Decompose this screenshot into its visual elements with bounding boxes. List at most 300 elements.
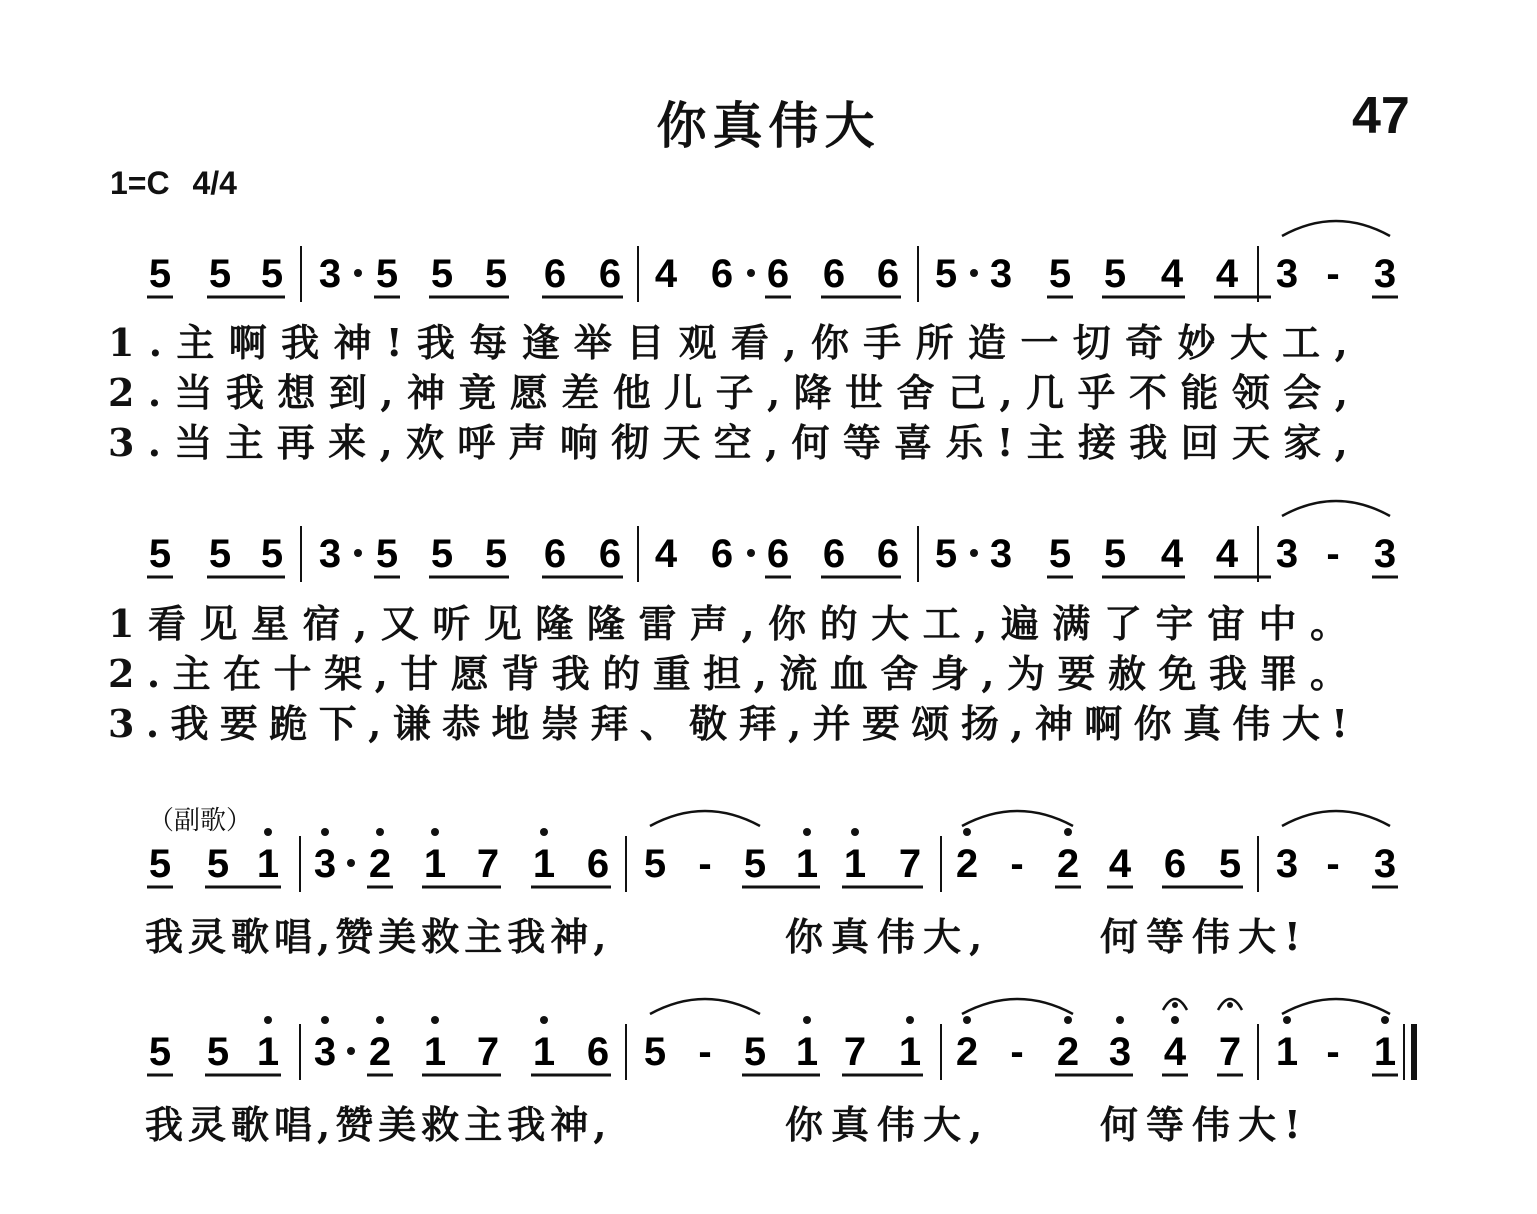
note: 2 bbox=[368, 842, 392, 886]
high-octave-dot bbox=[540, 828, 548, 836]
lyric-glyph: 又 bbox=[380, 601, 419, 646]
lyric-glyph: 造 bbox=[968, 320, 1007, 365]
lyric-glyph: , bbox=[354, 601, 368, 646]
lyric-glyph: 目 bbox=[626, 320, 665, 365]
lyric-glyph: 宇 bbox=[1155, 601, 1194, 646]
note: 3 bbox=[1275, 532, 1299, 576]
lyric-glyph: , bbox=[753, 651, 767, 696]
lyric-glyph: 家 bbox=[1283, 420, 1322, 465]
lyric-glyph: 当 bbox=[174, 420, 213, 465]
lyric-glyph: 扬 bbox=[960, 701, 999, 746]
high-octave-dot bbox=[376, 1016, 384, 1024]
lyric-glyph: , bbox=[1334, 370, 1348, 415]
high-octave-dot bbox=[851, 828, 859, 836]
lyric-glyph: 伟 bbox=[1232, 701, 1271, 746]
lyric-glyph: , bbox=[368, 701, 382, 746]
lyric-glyph: 欢 bbox=[405, 420, 444, 465]
lyric-glyph: 舍 bbox=[880, 651, 919, 696]
note: 3 bbox=[989, 532, 1013, 576]
dot-mark bbox=[970, 549, 978, 557]
high-octave-dot bbox=[963, 828, 971, 836]
note: 6 bbox=[586, 1030, 610, 1074]
note: 6 bbox=[586, 842, 610, 886]
note: 5 bbox=[1048, 252, 1072, 296]
chorus-lyric-2c: 何等伟大! bbox=[1100, 1102, 1309, 1147]
lyric-glyph: 星 bbox=[250, 601, 289, 646]
lyric-glyph: , bbox=[783, 320, 797, 365]
lyric-glyph: 接 bbox=[1078, 420, 1117, 465]
note: 5 bbox=[148, 1030, 172, 1074]
lyric-glyph: 回 bbox=[1180, 420, 1219, 465]
note: 6 bbox=[1163, 842, 1187, 886]
note: 6 bbox=[766, 252, 790, 296]
dash-mark: - bbox=[698, 1030, 712, 1074]
note: 5 bbox=[260, 532, 284, 576]
lyric-glyph: , bbox=[1010, 701, 1024, 746]
note: 7 bbox=[843, 1030, 867, 1074]
lyric-glyph: 一 bbox=[1020, 320, 1059, 365]
lyric-glyph: 雷 bbox=[638, 601, 677, 646]
lyric-glyph: 领 bbox=[1231, 370, 1270, 415]
lyric-glyph: 中 bbox=[1258, 601, 1297, 646]
note: 6 bbox=[710, 532, 734, 576]
lyric-glyph: 了 bbox=[1103, 601, 1142, 646]
note: 5 bbox=[430, 532, 454, 576]
song-title: 你真伟大 bbox=[656, 97, 881, 155]
lyric-glyph: 的 bbox=[602, 651, 641, 696]
high-octave-dot bbox=[264, 828, 272, 836]
note: 1 bbox=[256, 1030, 280, 1074]
lyric-glyph: 我 bbox=[225, 370, 264, 415]
lyric-glyph: 在 bbox=[223, 651, 262, 696]
high-octave-dot bbox=[1064, 828, 1072, 836]
lyric-glyph: , bbox=[999, 370, 1013, 415]
high-octave-dot bbox=[1171, 1016, 1179, 1024]
lyric-glyph: 到 bbox=[328, 370, 367, 415]
lyric-glyph: 遍 bbox=[1000, 601, 1039, 646]
lyric-glyph: 见 bbox=[483, 601, 522, 646]
note: 5 bbox=[1103, 532, 1127, 576]
lyric-glyph: 彻 bbox=[611, 420, 650, 465]
lyric-glyph: 要 bbox=[219, 701, 258, 746]
dash-mark: - bbox=[1326, 532, 1340, 576]
lyric-glyph: , bbox=[1334, 320, 1348, 365]
lyric-glyph: , bbox=[374, 651, 388, 696]
time-signature: 4/4 bbox=[192, 165, 237, 201]
lyric-glyph: 当 bbox=[174, 370, 213, 415]
lyric-glyph: 舍 bbox=[896, 370, 935, 415]
lyric-glyph: 重 bbox=[652, 651, 691, 696]
note: 7 bbox=[476, 842, 500, 886]
chorus-lyric-2b: 你真伟大, bbox=[785, 1102, 991, 1147]
high-octave-dot bbox=[1064, 1016, 1072, 1024]
lyric-glyph: 谦 bbox=[392, 701, 431, 746]
note: 3 bbox=[1373, 842, 1397, 886]
lyric-glyph: 切 bbox=[1072, 320, 1111, 365]
dot-mark bbox=[354, 269, 362, 277]
lyric-glyph: 跪 bbox=[269, 701, 308, 746]
note: 1 bbox=[1275, 1030, 1299, 1074]
dot-mark bbox=[354, 549, 362, 557]
lyric-glyph: 呼 bbox=[457, 420, 496, 465]
lyric-glyph: 天 bbox=[1231, 420, 1270, 465]
note: 5 bbox=[484, 252, 508, 296]
lyric-glyph: , bbox=[787, 701, 802, 746]
note: 1 bbox=[256, 842, 280, 886]
lyric-glyph: 我 bbox=[1208, 651, 1247, 696]
lyric-glyph: 神 bbox=[1034, 701, 1073, 746]
note: 3 bbox=[1373, 252, 1397, 296]
note: 5 bbox=[643, 842, 667, 886]
note: 6 bbox=[598, 532, 622, 576]
lyric-glyph: 见 bbox=[199, 601, 238, 646]
note: 1 bbox=[423, 842, 447, 886]
lyric-glyph: 所 bbox=[915, 320, 954, 365]
lyric-glyph: 2 bbox=[108, 370, 135, 415]
lyric-glyph: 愿 bbox=[509, 370, 548, 415]
lyric-glyph: 儿 bbox=[664, 370, 703, 415]
lyric-glyph: 敬 bbox=[689, 701, 728, 746]
high-octave-dot bbox=[963, 1016, 971, 1024]
note: 1 bbox=[795, 1030, 819, 1074]
lyric-glyph: 主 bbox=[1026, 420, 1065, 465]
note: 1 bbox=[532, 842, 556, 886]
lyric-glyph: , bbox=[741, 601, 755, 646]
high-octave-dot bbox=[431, 828, 439, 836]
lyric-glyph: , bbox=[767, 370, 781, 415]
lyric-glyph: 我 bbox=[551, 651, 590, 696]
note: 7 bbox=[476, 1030, 500, 1074]
lyric-glyph: . bbox=[146, 651, 161, 696]
note: 1 bbox=[795, 842, 819, 886]
lyric-glyph: 我 bbox=[281, 320, 320, 365]
lyric-glyph: 几 bbox=[1026, 370, 1065, 415]
dot-mark bbox=[970, 269, 978, 277]
lyric-glyph: 隆 bbox=[535, 601, 574, 646]
note: 5 bbox=[484, 532, 508, 576]
lyric-glyph: 架 bbox=[324, 651, 363, 696]
note: 6 bbox=[822, 532, 846, 576]
lyric-glyph: 3 bbox=[108, 420, 135, 465]
lyric-glyph: 差 bbox=[561, 370, 600, 415]
note: 2 bbox=[1056, 842, 1080, 886]
lyric-glyph: 身 bbox=[930, 651, 969, 696]
lyric-glyph: 会 bbox=[1283, 370, 1322, 415]
verse-2-lyric-line-1 bbox=[108, 368, 1348, 418]
note: 2 bbox=[368, 1030, 392, 1074]
note: 5 bbox=[934, 252, 958, 296]
note: 5 bbox=[375, 532, 399, 576]
verse-1-lyric-line-1 bbox=[108, 318, 1348, 368]
lyric-glyph: 罪 bbox=[1259, 651, 1298, 696]
high-octave-dot bbox=[321, 828, 329, 836]
note: 5 bbox=[934, 532, 958, 576]
note: 5 bbox=[430, 252, 454, 296]
high-octave-dot bbox=[1283, 1016, 1291, 1024]
tie-arc bbox=[962, 811, 1073, 826]
lyric-glyph: 空 bbox=[713, 420, 752, 465]
note: 1 bbox=[1373, 1030, 1397, 1074]
lyric-glyph: , bbox=[765, 420, 779, 465]
lyric-glyph: 举 bbox=[573, 320, 612, 365]
lyric-glyph: 手 bbox=[863, 320, 902, 365]
fermata-dot bbox=[1227, 1002, 1233, 1008]
lyric-glyph: 真 bbox=[1183, 701, 1222, 746]
lyric-glyph: 大 bbox=[1229, 320, 1268, 365]
lyric-glyph: 他 bbox=[612, 370, 651, 415]
lyric-glyph: 神 bbox=[333, 320, 372, 365]
note: 2 bbox=[955, 842, 979, 886]
lyric-glyph: 等 bbox=[842, 420, 881, 465]
lyric-glyph: 你 bbox=[768, 601, 807, 646]
lyric-glyph: 地 bbox=[491, 701, 530, 746]
chorus-lyric-2a: 我灵歌唱,赞美救主我神, bbox=[145, 1102, 612, 1147]
lyric-glyph: 崇 bbox=[540, 701, 579, 746]
note: 4 bbox=[1160, 252, 1184, 296]
lyric-glyph: 主 bbox=[176, 320, 215, 365]
hymn-number: 47 bbox=[1352, 87, 1410, 145]
lyric-glyph: 血 bbox=[829, 651, 868, 696]
lyric-glyph: 的 bbox=[819, 601, 858, 646]
note: 1 bbox=[532, 1030, 556, 1074]
note: 5 bbox=[1103, 252, 1127, 296]
note: 6 bbox=[822, 252, 846, 296]
lyric-glyph: 神 bbox=[406, 370, 445, 415]
note: 3 bbox=[1275, 842, 1299, 886]
note: 3 bbox=[318, 252, 342, 296]
lyric-glyph: 我 bbox=[416, 320, 455, 365]
dot-mark bbox=[747, 269, 755, 277]
note: 6 bbox=[876, 532, 900, 576]
lyric-glyph: 主 bbox=[225, 420, 264, 465]
lyric-glyph: 啊 bbox=[228, 320, 267, 365]
lyric-glyph: 要 bbox=[862, 701, 901, 746]
dash-mark: - bbox=[1010, 842, 1024, 886]
lyric-glyph: 赦 bbox=[1107, 651, 1146, 696]
note: 4 bbox=[1215, 532, 1239, 576]
lyric-glyph: 大 bbox=[871, 601, 910, 646]
tie-arc bbox=[962, 999, 1073, 1014]
lyric-glyph: 你 bbox=[810, 320, 849, 365]
lyric-glyph: 要 bbox=[1057, 651, 1096, 696]
dot-mark bbox=[347, 1047, 355, 1055]
lyric-glyph: 、 bbox=[639, 701, 678, 746]
lyric-glyph: 奇 bbox=[1125, 320, 1164, 365]
lyric-glyph: 恭 bbox=[442, 701, 481, 746]
lyric-glyph: 己 bbox=[947, 370, 986, 415]
lyric-glyph: 宙 bbox=[1206, 601, 1245, 646]
lyric-glyph: 妙 bbox=[1177, 320, 1216, 365]
note: 3 bbox=[313, 1030, 337, 1074]
lyric-glyph: 愿 bbox=[450, 651, 489, 696]
tie-arc bbox=[1282, 811, 1390, 826]
lyric-glyph: 何 bbox=[791, 420, 830, 465]
lyric-glyph: 再 bbox=[276, 420, 315, 465]
lyric-glyph: 响 bbox=[559, 420, 598, 465]
note: 5 bbox=[148, 252, 172, 296]
note: 5 bbox=[375, 252, 399, 296]
key-signature: 1=C bbox=[110, 165, 170, 201]
lyric-glyph: 担 bbox=[703, 651, 742, 696]
note: 3 bbox=[313, 842, 337, 886]
lyric-glyph: 主 bbox=[172, 651, 211, 696]
high-octave-dot bbox=[1116, 1016, 1124, 1024]
lyric-glyph: 我 bbox=[1129, 420, 1168, 465]
lyric-glyph: ! bbox=[385, 320, 403, 365]
verse-2-lyric-line-2 bbox=[108, 649, 1348, 699]
high-octave-dot bbox=[540, 1016, 548, 1024]
lyric-glyph: . bbox=[148, 320, 163, 365]
high-octave-dot bbox=[431, 1016, 439, 1024]
lyric-glyph: 隆 bbox=[586, 601, 625, 646]
note: 4 bbox=[654, 532, 678, 576]
tie-arc bbox=[650, 811, 760, 826]
note: 4 bbox=[1163, 1030, 1187, 1074]
lyric-glyph: 看 bbox=[147, 601, 186, 646]
note: 5 bbox=[743, 842, 767, 886]
note: 4 bbox=[1160, 532, 1184, 576]
lyric-glyph: 十 bbox=[273, 651, 312, 696]
lyric-glyph: 你 bbox=[1133, 701, 1172, 746]
lyric-glyph: . bbox=[147, 370, 162, 415]
note: 5 bbox=[208, 252, 232, 296]
high-octave-dot bbox=[803, 828, 811, 836]
note: 5 bbox=[743, 1030, 767, 1074]
lyric-glyph: 子 bbox=[715, 370, 754, 415]
tie-arc bbox=[1282, 999, 1390, 1014]
lyric-glyph: , bbox=[379, 420, 393, 465]
lyric-glyph: 背 bbox=[501, 651, 540, 696]
fermata-dot bbox=[1172, 1002, 1178, 1008]
chorus-lyric-1c: 何等伟大! bbox=[1100, 914, 1309, 959]
note: 2 bbox=[1056, 1030, 1080, 1074]
note: 5 bbox=[148, 842, 172, 886]
lyric-glyph: 3 bbox=[108, 701, 135, 746]
note: 5 bbox=[1048, 532, 1072, 576]
note: 3 bbox=[318, 532, 342, 576]
lyric-glyph: 每 bbox=[469, 320, 508, 365]
lyric-glyph: 天 bbox=[662, 420, 701, 465]
lyric-glyph: 拜 bbox=[738, 701, 777, 746]
lyric-glyph: , bbox=[380, 370, 394, 415]
note: 7 bbox=[1218, 1030, 1242, 1074]
dash-mark: - bbox=[1010, 1030, 1024, 1074]
verse-1-lyric-line-2 bbox=[108, 599, 1348, 649]
lyric-glyph: , bbox=[1334, 420, 1348, 465]
lyric-glyph: 不 bbox=[1128, 370, 1167, 415]
note: 1 bbox=[423, 1030, 447, 1074]
lyric-glyph: , bbox=[981, 651, 995, 696]
high-octave-dot bbox=[264, 1016, 272, 1024]
verse-3-lyric-line-2 bbox=[108, 699, 1348, 749]
lyric-glyph: ! bbox=[996, 420, 1014, 465]
note: 6 bbox=[876, 252, 900, 296]
lyric-glyph: 。 bbox=[1309, 601, 1348, 646]
note: 2 bbox=[955, 1030, 979, 1074]
tie-arc bbox=[1282, 221, 1390, 236]
note: 4 bbox=[654, 252, 678, 296]
lyric-glyph: 为 bbox=[1007, 651, 1046, 696]
lyric-glyph: 。 bbox=[1309, 651, 1348, 696]
dot-mark bbox=[747, 549, 755, 557]
high-octave-dot bbox=[1381, 1016, 1389, 1024]
lyric-glyph: 甘 bbox=[400, 651, 439, 696]
chorus-lyric-1a: 我灵歌唱,赞美救主我神, bbox=[145, 914, 612, 959]
dash-mark: - bbox=[698, 842, 712, 886]
lyric-glyph: 啊 bbox=[1084, 701, 1123, 746]
lyric-glyph: 下 bbox=[318, 701, 357, 746]
note: 5 bbox=[643, 1030, 667, 1074]
lyric-glyph: 世 bbox=[845, 370, 884, 415]
note: 3 bbox=[1373, 532, 1397, 576]
lyric-glyph: 颂 bbox=[911, 701, 950, 746]
lyric-glyph: 听 bbox=[432, 601, 471, 646]
lyric-glyph: 我 bbox=[170, 701, 209, 746]
note: 4 bbox=[1108, 842, 1132, 886]
high-octave-dot bbox=[376, 828, 384, 836]
note: 4 bbox=[1215, 252, 1239, 296]
note: 1 bbox=[898, 1030, 922, 1074]
dash-mark: - bbox=[1326, 252, 1340, 296]
note: 5 bbox=[208, 532, 232, 576]
high-octave-dot bbox=[321, 1016, 329, 1024]
lyric-glyph: 声 bbox=[508, 420, 547, 465]
lyric-glyph: 声 bbox=[689, 601, 728, 646]
dash-mark: - bbox=[1326, 842, 1340, 886]
note: 3 bbox=[1108, 1030, 1132, 1074]
note: 5 bbox=[1218, 842, 1242, 886]
lyric-glyph: 喜 bbox=[894, 420, 933, 465]
lyric-glyph: 2 bbox=[108, 651, 135, 696]
lyric-glyph: . bbox=[145, 701, 160, 746]
note: 6 bbox=[543, 532, 567, 576]
lyric-glyph: 大 bbox=[1281, 701, 1320, 746]
dot-mark bbox=[347, 859, 355, 867]
chorus-lyric-1b: 你真伟大, bbox=[785, 914, 991, 959]
high-octave-dot bbox=[906, 1016, 914, 1024]
note: 5 bbox=[206, 842, 230, 886]
note: 3 bbox=[1275, 252, 1299, 296]
note: 6 bbox=[710, 252, 734, 296]
lyric-glyph: 逢 bbox=[521, 320, 560, 365]
lyric-glyph: 竟 bbox=[458, 370, 497, 415]
lyric-glyph: 1 bbox=[108, 320, 135, 365]
lyric-glyph: 乐 bbox=[945, 420, 984, 465]
lyric-glyph: 并 bbox=[812, 701, 851, 746]
note: 6 bbox=[598, 252, 622, 296]
note: 5 bbox=[206, 1030, 230, 1074]
lyric-glyph: 想 bbox=[277, 370, 316, 415]
lyric-glyph: 能 bbox=[1180, 370, 1219, 415]
note: 6 bbox=[543, 252, 567, 296]
note: 5 bbox=[260, 252, 284, 296]
lyric-glyph: 工 bbox=[1282, 320, 1321, 365]
lyric-glyph: . bbox=[147, 420, 161, 465]
tie-arc bbox=[650, 999, 760, 1014]
note: 7 bbox=[898, 842, 922, 886]
note: 1 bbox=[843, 842, 867, 886]
lyric-glyph: 宿 bbox=[302, 601, 341, 646]
lyric-glyph: ! bbox=[1331, 701, 1348, 746]
lyric-glyph: 满 bbox=[1052, 601, 1091, 646]
high-octave-dot bbox=[803, 1016, 811, 1024]
verse-3-lyric-line-1 bbox=[108, 418, 1348, 468]
chorus-label: （副歌） bbox=[148, 806, 253, 836]
tie-arc bbox=[1282, 501, 1390, 516]
lyric-glyph: 1 bbox=[108, 601, 135, 646]
lyric-glyph: 免 bbox=[1158, 651, 1197, 696]
lyric-glyph: 降 bbox=[793, 370, 832, 415]
